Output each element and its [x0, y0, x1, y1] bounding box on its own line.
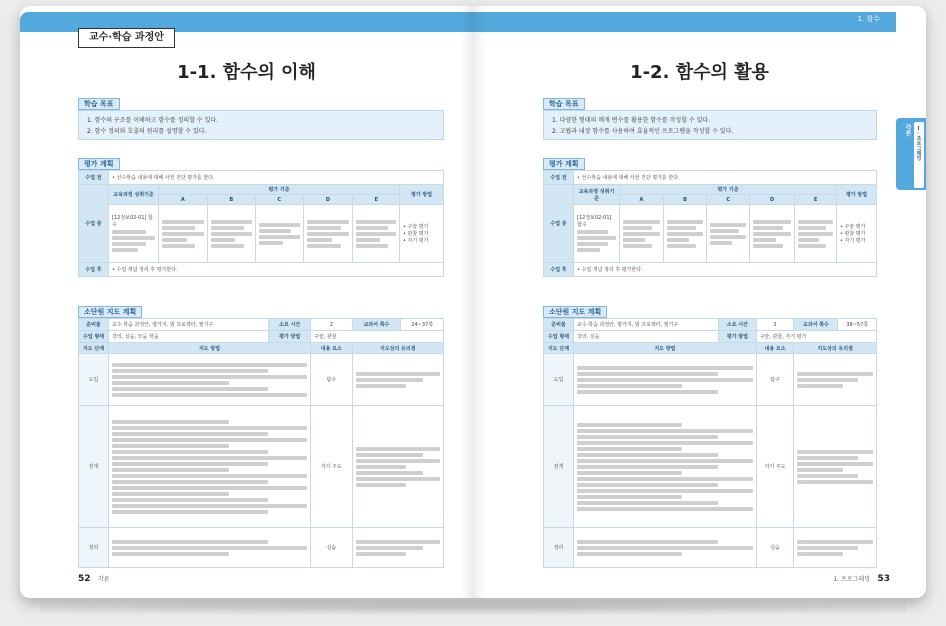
page-title [473, 58, 926, 84]
goals-label: 학습 목표 [543, 98, 585, 110]
title-number: 1-2. [630, 62, 670, 83]
note-cell [794, 528, 877, 568]
grade-b: B [663, 195, 707, 205]
plan-prep-head: 준비물 [544, 319, 574, 331]
method-item: • 구술 평가 [403, 224, 429, 230]
plan-label: 소단원 지도 계획 [78, 306, 142, 318]
plan-page-head: 교과서 쪽수 [794, 319, 838, 331]
goals-label: 학습 목표 [78, 98, 120, 110]
grade-cell [303, 205, 353, 263]
content-cell: 탐구 [756, 354, 794, 406]
eval-method-head: 평가 방법 [400, 185, 444, 205]
stage-cell: 도입 [79, 354, 109, 406]
plan-hours-value: 3 [756, 319, 794, 331]
side-tab-sub: Ⅰ. 프로그래밍 [915, 126, 922, 161]
content-head: 내용 요소 [311, 343, 353, 354]
goals-box [543, 110, 877, 140]
plan-method-head: 평가 방법 [719, 331, 757, 343]
content-head: 내용 요소 [756, 343, 794, 354]
grade-e: E [795, 195, 837, 205]
top-band [473, 12, 896, 32]
grade-cell [795, 205, 837, 263]
eval-row-text: • 선수학습 내용에 대해 사전 진단 평가를 한다. [109, 171, 444, 185]
side-tab-label: 각론 [904, 124, 911, 136]
goals-box [78, 110, 444, 140]
floor-shadow [40, 600, 906, 614]
grade-b: B [207, 195, 255, 205]
plan-hours-head: 소요 시간 [719, 319, 757, 331]
stage-cell: 전개 [544, 406, 574, 528]
grade-c: C [707, 195, 750, 205]
book-gutter [461, 6, 485, 598]
grade-cell [750, 205, 795, 263]
plan-method-text: 구술, 관찰, 자기 평가 [756, 331, 876, 343]
note-cell [352, 406, 443, 528]
note-cell [794, 354, 877, 406]
footer-label: 각론 [98, 576, 110, 583]
running-title: 1. 함수 [857, 15, 880, 23]
plan-form-text: 강의, 실습 [574, 331, 719, 343]
eval-table [78, 170, 444, 277]
grade-cell [663, 205, 707, 263]
page-number: 52 [78, 574, 91, 584]
eval-grade-head: 평가 기준 [159, 185, 400, 195]
plan-method-text: 구술, 관찰 [311, 331, 444, 343]
method-item: • 구술 평가 [840, 224, 866, 230]
method-cell [837, 205, 877, 263]
note-cell [352, 354, 443, 406]
method-cell [400, 205, 444, 263]
content-cell: 자기 주도 [311, 406, 353, 528]
method-head: 지도 방법 [109, 343, 311, 354]
method-item: • 자기 평가 [840, 238, 866, 244]
grade-a: A [620, 195, 664, 205]
plan-form-head: 수업 형태 [544, 331, 574, 343]
title-text: 함수의 활용 [675, 62, 769, 83]
side-tab-inner [914, 122, 924, 188]
grade-cell [707, 205, 750, 263]
eval-row-head: 수업 후 [544, 263, 574, 277]
content-cell: 실습 [756, 528, 794, 568]
method-cell [109, 354, 311, 406]
eval-row-head: 수업 중 [544, 185, 574, 263]
plan-label: 소단원 지도 계획 [543, 306, 607, 318]
plan-page-value: 24~37쪽 [401, 319, 444, 331]
grade-cell [353, 205, 400, 263]
criteria-cell [574, 205, 620, 263]
method-item: • 관찰 평가 [403, 231, 429, 237]
goal-item: 2. 함수 정의와 호출의 원리를 설명할 수 있다. [87, 128, 207, 135]
left-page [20, 6, 473, 598]
note-cell [352, 528, 443, 568]
grade-d: D [303, 195, 353, 205]
eval-row-head: 수업 전 [79, 171, 109, 185]
stage-cell: 전개 [79, 406, 109, 528]
stage-cell: 정리 [544, 528, 574, 568]
eval-row-head: 수업 후 [79, 263, 109, 277]
plan-page-value: 38~57쪽 [838, 319, 877, 331]
right-page [473, 6, 926, 598]
content-cell: 자기 주도 [756, 406, 794, 528]
eval-criteria-head: 교육과정 성취기준 [574, 185, 620, 205]
plan-method-head: 평가 방법 [269, 331, 311, 343]
eval-method-head: 평가 방법 [837, 185, 877, 205]
eval-row-head: 수업 전 [544, 171, 574, 185]
eval-row-text: • 수업 개념 정리 후 평가한다. [574, 263, 877, 277]
plan-table [543, 318, 877, 568]
plan-table [78, 318, 444, 568]
grade-a: A [159, 195, 208, 205]
grade-c: C [255, 195, 303, 205]
eval-table [543, 170, 877, 277]
page-number: 53 [877, 574, 890, 584]
grade-cell [620, 205, 664, 263]
goal-item: 1. 함수의 구조를 이해하고 함수를 정의할 수 있다. [87, 117, 219, 124]
criteria-cell [109, 205, 159, 263]
method-item: • 자기 평가 [403, 238, 429, 244]
eval-row-head: 수업 중 [79, 185, 109, 263]
plan-prep-head: 준비물 [79, 319, 109, 331]
method-cell [109, 406, 311, 528]
plan-prep-text: 교수·학습 과정안, 평가지, 빔 프로젝터, 필기구 [574, 319, 719, 331]
stage-cell: 도입 [544, 354, 574, 406]
eval-criteria-head: 교육과정 성취기준 [109, 185, 159, 205]
chapter-box: 교수·학습 과정안 [78, 28, 175, 48]
eval-grade-head: 평가 기준 [620, 185, 837, 195]
footer-label: 1. 프로그래밍 [833, 576, 870, 583]
method-item: • 관찰 평가 [840, 231, 866, 237]
method-cell [574, 406, 757, 528]
goal-item: 2. 고립과 내장 함수를 사용하여 효율적인 프로그램을 작성할 수 있다. [552, 128, 734, 135]
stage-cell: 정리 [79, 528, 109, 568]
grade-cell [207, 205, 255, 263]
grade-e: E [353, 195, 400, 205]
content-cell: 실습 [311, 528, 353, 568]
criteria-text: [12정보02-01] 함수 [112, 214, 153, 228]
eval-row-text: • 수업 개념 정리 후 평가한다. [109, 263, 444, 277]
method-cell [574, 354, 757, 406]
method-cell [574, 528, 757, 568]
plan-form-text: 강의, 실습, 모둠 학습 [109, 331, 269, 343]
plan-prep-text: 교수·학습 과정안, 평가지, 빔 프로젝터, 필기구 [109, 319, 269, 331]
content-cell: 탐구 [311, 354, 353, 406]
plan-form-head: 수업 형태 [79, 331, 109, 343]
criteria-text: [12정보02-01] 함수 [577, 214, 612, 228]
eval-label: 평가 계획 [78, 158, 120, 170]
book-spread [20, 6, 926, 598]
stage-head: 지도 단계 [544, 343, 574, 354]
grade-cell [159, 205, 208, 263]
note-head: 지도상의 유의점 [794, 343, 877, 354]
page-title [20, 58, 473, 84]
note-cell [794, 406, 877, 528]
plan-hours-head: 소요 시간 [269, 319, 311, 331]
plan-page-head: 교과서 쪽수 [352, 319, 401, 331]
method-cell [109, 528, 311, 568]
eval-row-text: • 선수학습 내용에 대해 사전 진단 평가를 한다. [574, 171, 877, 185]
eval-label: 평가 계획 [543, 158, 585, 170]
goal-item: 1. 다양한 형태의 매개 변수를 활용한 함수를 작성할 수 있다. [552, 117, 711, 124]
method-head: 지도 방법 [574, 343, 757, 354]
title-text: 함수의 이해 [222, 62, 316, 83]
grade-cell [255, 205, 303, 263]
title-number: 1-1. [177, 62, 217, 83]
plan-hours-value: 2 [311, 319, 353, 331]
note-head: 지도상의 유의점 [352, 343, 443, 354]
stage-head: 지도 단계 [79, 343, 109, 354]
grade-d: D [750, 195, 795, 205]
